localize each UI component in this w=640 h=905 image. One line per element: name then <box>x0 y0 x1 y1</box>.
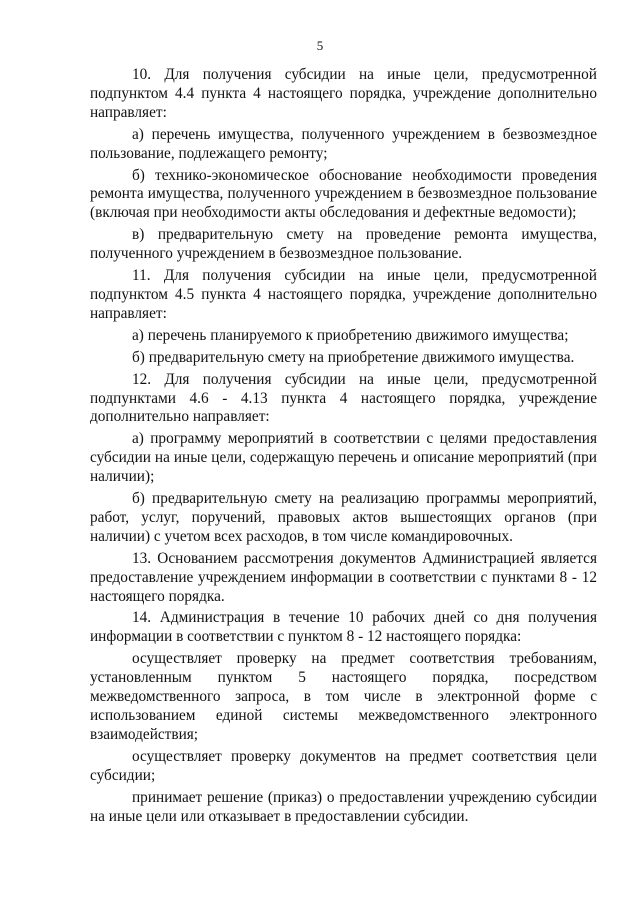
paragraph-10-a: а) перечень имущества, полученного учреждением в безвозмездное пользование, подлежащего ремонту; <box>90 125 597 162</box>
paragraph-14-check-requirements: осуществляет проверку на предмет соответствия требованиям, установленным пунктом 5 настоящего порядка, посредством межведомственного запроса, в том числе в электронной форме с использованием единой системы межведомственного электронного взаимодействия; <box>90 650 597 743</box>
paragraph-14-decision: принимает решение (приказ) о предоставлении учреждению субсидии на иные цели или отказывает в предоставлении субсидии. <box>90 788 597 825</box>
paragraph-11-b: б) предварительную смету на приобретение движимого имущества. <box>132 348 575 366</box>
paragraph-14-intro: 14. Администрация в течение 10 рабочих дней со дня получения информации в соответствии с пунктом 8 - 12 настоящего порядка: <box>90 609 597 646</box>
paragraph-11-intro: 11. Для получения субсидии на иные цели, предусмотренной подпунктом 4.5 пункта 4 настоящего порядка, учреждение дополнительно направляет: <box>90 267 597 322</box>
paragraph-12-b: б) предварительную смету на реализацию программы мероприятий, работ, услуг, поручений, правовых актов вышестоящих органов (при наличии) с учетом всех расходов, в том числе командировочных. <box>90 490 597 545</box>
paragraph-10-b: б) технико-экономическое обоснование необходимости проведения ремонта имущества, полученного учреждением в безвозмездное пользование (включая при необходимости акты обследования и дефектные ведомости); <box>90 166 597 222</box>
paragraph-12-intro: 12. Для получения субсидии на иные цели, предусмотренной подпунктами 4.6 - 4.13 пункта 4 настоящего порядка, учреждение дополнительно направляет: <box>90 370 597 426</box>
page-number: 5 <box>316 38 324 53</box>
paragraph-11-a: а) перечень планируемого к приобретению движимого имущества; <box>132 326 569 344</box>
paragraph-14-check-documents: осуществляет проверку документов на предмет соответствия цели субсидии; <box>90 747 597 784</box>
paragraph-10-intro: 10. Для получения субсидии на иные цели, предусмотренной подпунктом 4.4 пункта 4 настоящего порядка, учреждение дополнительно направляет: <box>90 66 597 121</box>
paragraph-12-a: а) программу мероприятий в соответствии с целями предоставления субсидии на иные цели, содержащую перечень и описание мероприятий (при наличии); <box>90 430 597 486</box>
paragraph-10-v: в) предварительную смету на проведение ремонта имущества, полученного учреждением в безвозмездное пользование. <box>90 226 597 263</box>
document-body <box>90 66 597 829</box>
paragraph-13: 13. Основанием рассмотрения документов Администрацией является предоставление учреждением информации в соответствии с пунктами 8 - 12 настоящего порядка. <box>90 549 597 605</box>
